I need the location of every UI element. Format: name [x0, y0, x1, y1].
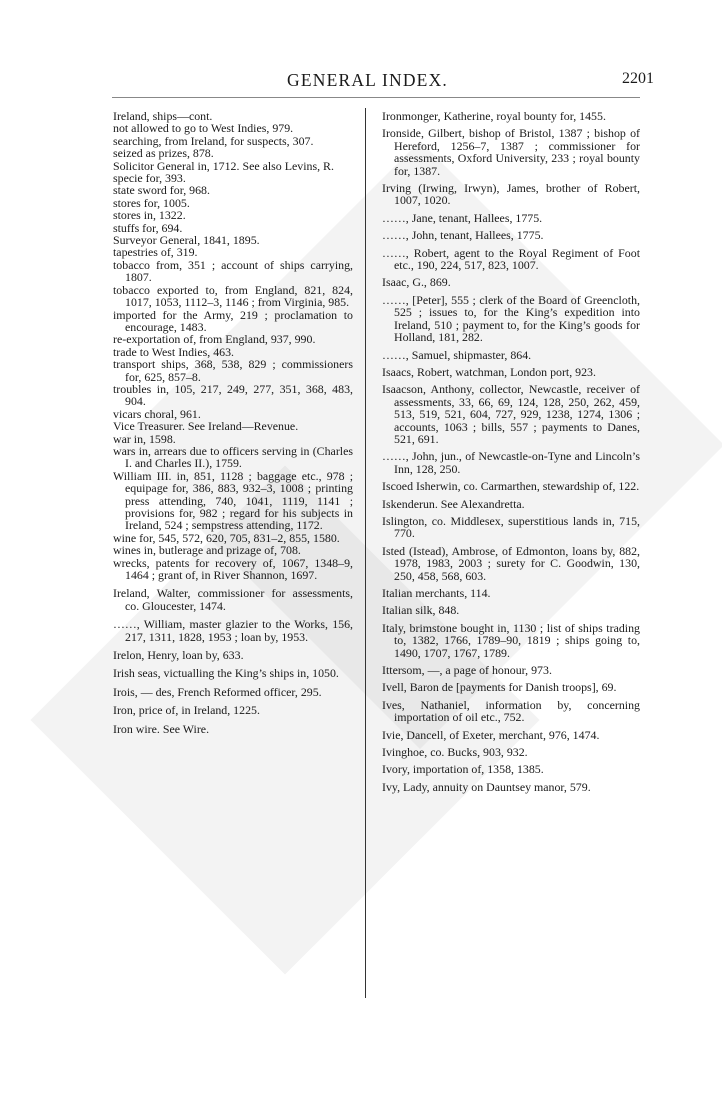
index-entry: wars in, arrears due to officers serving in (Charles I. and Charles II.), 1759. — [113, 443, 353, 471]
index-entry: Italian merchants, 114. — [382, 586, 491, 600]
index-entry: seized as prizes, 878. — [113, 146, 214, 161]
index-entry: ……, John, tenant, Hallees, 1775. — [382, 228, 544, 243]
index-entry: Ironside, Gilbert, bishop of Bristol, 1387 ; bishop of Hereford, 1256–7, 1387 ; commissioner for assessments, Oxford University, 233 ; royal bounty for, 1387. — [382, 126, 640, 178]
index-entry: Iskenderun. See Alexandretta. — [382, 496, 525, 511]
index-entry: Irois, — des, French Reformed officer, 295. — [113, 684, 322, 699]
index-entry: re-exportation of, from England, 937, 990. — [113, 332, 316, 347]
index-entry: tobacco exported to, from England, 821, 824, 1017, 1053, 1112–3, 1146 ; from Virginia, 985. — [113, 282, 353, 310]
page-header — [0, 70, 722, 94]
index-entry: trade to West Indies, 463. — [113, 344, 235, 359]
index-entry: ……, Robert, agent to the Royal Regiment of Foot etc., 190, 224, 517, 823, 1007. — [382, 245, 640, 273]
index-entry: ……, John, jun., of Newcastle-on-Tyne and Lincoln’s Inn, 128, 250. — [382, 449, 640, 476]
index-entry: Irish seas, victualling the King’s ships in, 1050. — [113, 666, 339, 681]
index-entry: Isaacs, Robert, watchman, London port, 923. — [382, 364, 596, 379]
index-entry: tobacco from, 351 ; account of ships carrying, 1807. — [113, 257, 353, 285]
left-column — [113, 110, 353, 735]
index-entry: Surveyor General, 1841, 1895. — [113, 233, 260, 248]
column-divider — [365, 108, 366, 998]
index-entry: ……, Samuel, shipmaster, 864. — [382, 347, 532, 362]
index-entry: Ivie, Dancell, of Exeter, merchant, 976, 1474. — [382, 727, 600, 742]
index-entry: vicars choral, 961. — [113, 406, 201, 421]
index-entry: Islington, co. Middlesex, superstitious lands in, 715, 770. — [382, 513, 640, 541]
page-title: GENERAL INDEX. — [287, 70, 448, 90]
index-entry: Isaacson, Anthony, collector, Newcastle, receiver of assessments, 33, 66, 69, 124, 128, 250, 262, 459, 513, 519, 521, 604, 727, 929, 1238, 1274, 1306 ; accounts, 1063 ; bills, 557 ; payments to Danes, 521, 691. — [382, 382, 640, 446]
page-number: 2201 — [622, 70, 654, 87]
index-entry: Isted (Istead), Ambrose, of Edmonton, loans by, 882, 1978, 1983, 2003 ; surety for C. Goodwin, 130, 250, 458, 568, 603. — [382, 543, 640, 583]
index-entry: Isaac, G., 869. — [382, 275, 451, 290]
index-entry: wrecks, patents for recovery of, 1067, 1348–9, 1464 ; grant of, in River Shannon, 1697. — [113, 555, 353, 583]
index-entry: stuffs for, 694. — [113, 220, 183, 235]
index-entry: troubles in, 105, 217, 249, 277, 351, 368, 483, 904. — [113, 381, 353, 409]
index-entry: Ittersom, —, a page of honour, 973. — [382, 663, 552, 678]
index-entry: wines in, butlerage and prizage of, 708. — [113, 543, 301, 558]
index-entry: Ireland, ships—cont. — [113, 109, 213, 123]
header-rule — [112, 97, 640, 98]
index-entry: imported for the Army, 219 ; proclamation to encourage, 1483. — [113, 307, 353, 334]
index-entry: Italy, brimstone bought in, 1130 ; list of ships trading to, 1382, 1766, 1789–90, 1819 ; ships going to, 1490, 1707, 1767, 1789. — [382, 620, 640, 660]
index-entry: transport ships, 368, 538, 829 ; commissioners for, 625, 857–8. — [113, 357, 353, 384]
index-entry: ……, [Peter], 555 ; clerk of the Board of Greencloth, 525 ; issues to, for the King’s expedition into Ireland, 510 ; payment to, for the King’s goods for Holland, 181, 282. — [382, 292, 640, 345]
index-entry: Iron wire. See Wire. — [113, 721, 210, 736]
index-entry: Ivy, Lady, annuity on Dauntsey manor, 579. — [382, 779, 591, 794]
index-entry: Iron, price of, in Ireland, 1225. — [113, 703, 260, 718]
index-entry: stores for, 1005. — [113, 195, 190, 210]
index-entry: ……, Jane, tenant, Hallees, 1775. — [382, 210, 543, 225]
index-entry: Iscoed Isherwin, co. Carmarthen, stewardship of, 122. — [382, 479, 640, 494]
index-entry: not allowed to go to West Indies, 979. — [113, 121, 294, 136]
index-entry: ……, William, master glazier to the Works, 156, 217, 1311, 1828, 1953 ; loan by, 1953. — [113, 617, 353, 644]
index-entry: Ivinghoe, co. Bucks, 903, 932. — [382, 745, 528, 760]
index-entry: Italian silk, 848. — [382, 603, 460, 618]
index-entry: Irving (Irwing, Irwyn), James, brother of Robert, 1007, 1020. — [382, 181, 640, 208]
index-entry: William III. in, 851, 1128 ; baggage etc., 978 ; equipage for, 386, 883, 932–3, 1008 ; printing press attending, 740, 1041, 1119, 1141 ; provisions for, 982 ; regard for his subjects in Ireland, 524 ; sempstress attending, 1172. — [113, 468, 353, 533]
index-entry: state sword for, 968. — [113, 183, 210, 198]
index-entry: Irelon, Henry, loan by, 633. — [113, 648, 244, 663]
index-entry: war in, 1598. — [113, 431, 176, 446]
index-entry: wine for, 545, 572, 620, 705, 831–2, 855, 1580. — [113, 530, 340, 545]
index-entry: Ivory, importation of, 1358, 1385. — [382, 762, 544, 777]
index-entry: Ives, Nathaniel, information by, concerning importation of oil etc., 752. — [382, 697, 640, 725]
index-entry: Ireland, Walter, commissioner for assessments, co. Gloucester, 1474. — [113, 586, 353, 613]
index-entry: stores in, 1322. — [113, 208, 186, 223]
index-entry: Solicitor General in, 1712. See also Levins, R. — [113, 158, 334, 173]
index-entry: Ironmonger, Katherine, royal bounty for, 1455. — [382, 109, 606, 123]
right-column — [382, 110, 640, 798]
index-entry: searching, from Ireland, for suspects, 307. — [113, 133, 314, 148]
index-entry: Ivell, Baron de [payments for Danish troops], 69. — [382, 680, 617, 695]
index-entry: tapestries of, 319. — [113, 245, 198, 260]
index-entry: Vice Treasurer. See Ireland—Revenue. — [113, 419, 299, 434]
index-entry: specie for, 393. — [113, 171, 186, 186]
